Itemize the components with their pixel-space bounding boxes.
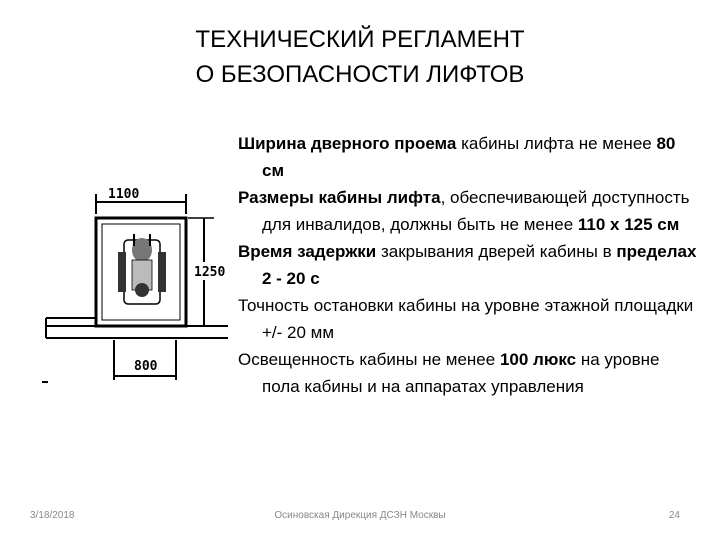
- title-line-2: О БЕЗОПАСНОСТИ ЛИФТОВ: [195, 61, 525, 88]
- requirement-stop-accuracy: Точность остановки кабины на уровне этажной площадки +/- 20 мм: [238, 296, 694, 342]
- door-dimension-label: 800: [134, 359, 158, 374]
- footer-organization: Осиновская Дирекция ДСЗН Москвы: [274, 510, 446, 521]
- depth-dimension-label: 1250: [194, 265, 226, 280]
- requirement-door-width: Ширина дверного проема кабины лифта не менее 80 см: [238, 134, 676, 180]
- requirement-door-delay: Время задержки закрывания дверей кабины в пределах 2 - 20 с: [238, 242, 697, 288]
- width-dimension-label: 1100: [108, 187, 140, 202]
- title-line-1: ТЕХНИЧЕСКИЙ РЕГЛАМЕНТ: [195, 26, 525, 53]
- wheelchair-icon: [118, 234, 166, 304]
- elevator-cabin-diagram: [38, 180, 238, 390]
- requirement-cabin-size: Размеры кабины лифта, обеспечивающей доступность для инвалидов, должны быть не менее 110 х 125 см: [238, 188, 690, 234]
- requirement-lighting: Освещенность кабины не менее 100 люкс на уровне пола кабины и на аппаратах управления: [238, 350, 660, 396]
- slide-title: [100, 22, 620, 92]
- requirements-list: [238, 130, 698, 400]
- slide-number: 24: [668, 510, 680, 521]
- footer-date: 3/18/2018: [30, 510, 75, 521]
